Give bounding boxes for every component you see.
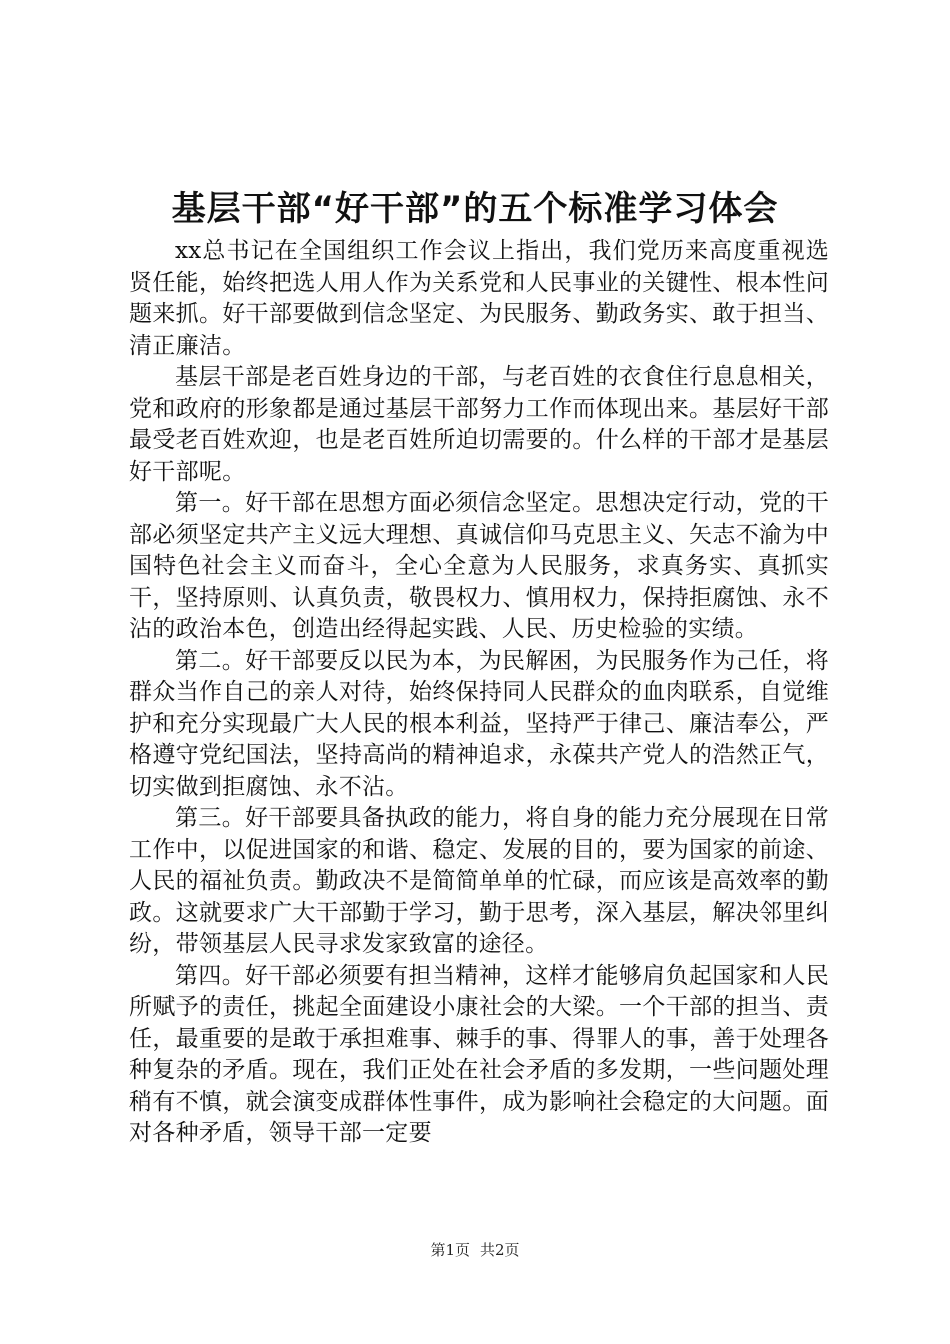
- paragraph: 第三。好干部要具备执政的能力，将自身的能力充分展现在日常工作中，以促进国家的和谐、稳定、发展的目的，要为国家的前途、人民的福祉负责。勤政决不是简简单单的忙碌，而应该是高效率的勤政。这就要求广大干部勤于学习，勤于思考，深入基层，解决邻里纠纷，带领基层人民寻求发家致富的途径。: [129, 805, 829, 957]
- paragraph: 第一。好干部在思想方面必须信念坚定。思想决定行动，党的干部必须坚定共产主义远大理想、真诚信仰马克思主义、矢志不渝为中国特色社会主义而奋斗，全心全意为人民服务，求真务实、真抓实干，坚持原则、认真负责，敬畏权力、慎用权力，保持拒腐蚀、永不沾的政治本色，创造出经得起实践、人民、历史检验的实绩。: [129, 490, 829, 642]
- page-number: 第1页: [430, 1241, 470, 1259]
- document-body: [129, 236, 829, 1150]
- paragraph: xx总书记在全国组织工作会议上指出，我们党历来高度重视选贤任能，始终把选人用人作为关系党和人民事业的关键性、根本性问题来抓。好干部要做到信念坚定、为民服务、勤政务实、敢于担当、清正廉洁。: [129, 238, 829, 359]
- paragraph: 基层干部是老百姓身边的干部，与老百姓的衣食住行息息相关，党和政府的形象都是通过基层干部努力工作而体现出来。基层好干部最受老百姓欢迎，也是老百姓所迫切需要的。什么样的干部才是基层好干部呢。: [129, 364, 829, 485]
- page-footer: [0, 1240, 950, 1260]
- document-title: 基层干部“好干部”的五个标准学习体会: [171, 189, 779, 229]
- paragraph: 第二。好干部要反以民为本，为民解困，为民服务作为己任，将群众当作自己的亲人对待，始终保持同人民群众的血肉联系，自觉维护和充分实现最广大人民的根本利益，坚持严于律己、廉洁奉公，严格遵守党纪国法，坚持高尚的精神追求，永葆共产党人的浩然正气，切实做到拒腐蚀、永不沾。: [129, 647, 829, 800]
- page-total: 共2页: [480, 1241, 520, 1259]
- paragraph: 第四。好干部必须要有担当精神，这样才能够肩负起国家和人民所赋予的责任，挑起全面建设小康社会的大梁。一个干部的担当、责任，最重要的是敢于承担难事、棘手的事、得罪人的事，善于处理各种复杂的矛盾。现在，我们正处在社会矛盾的多发期，一些问题处理稍有不慎，就会演变成群体性事件，成为影响社会稳定的大问题。面对各种矛盾，领导干部一定要: [129, 962, 829, 1146]
